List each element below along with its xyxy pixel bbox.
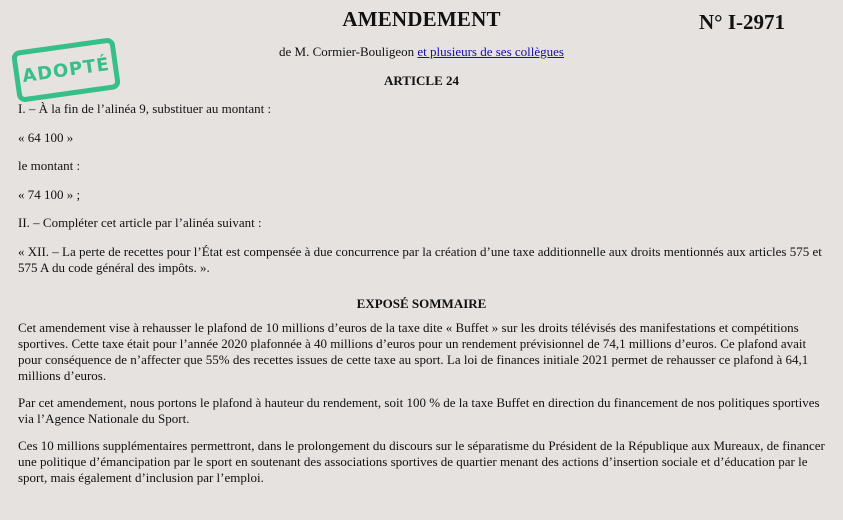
article-paragraph-4: « 74 100 » ; <box>18 187 81 202</box>
article-paragraph-5: II. – Compléter cet article par l’alinéa suivant : <box>18 215 262 230</box>
adopted-stamp-label: ADOPTÉ <box>20 53 112 87</box>
article-paragraph-6: « XII. – La perte de recettes pour l’État est compensée à due concurrence par la création d’une taxe additionnelle aux droits mentionnés aux articles 575 et 575 A du code général des impôts. ». <box>18 244 822 275</box>
amendment-title: AMENDEMENT <box>342 7 501 31</box>
amendment-number: N° I-2971 <box>699 10 785 34</box>
expose-title: EXPOSÉ SOMMAIRE <box>356 296 487 311</box>
article-paragraph-2: « 64 100 » <box>18 130 74 145</box>
expose-paragraph-2: Par cet amendement, nous portons le plafond à hauteur du rendement, soit 100 % de la taxe Buffet en direction du financement de nos politiques sportives via l’Agence Nationale du Sport. <box>18 395 820 426</box>
article-paragraph-3: le montant : <box>18 158 81 173</box>
authors-line <box>0 44 843 60</box>
article-title: ARTICLE 24 <box>383 73 460 88</box>
expose-paragraph-1: Cet amendement vise à rehausser le plafond de 10 millions d’euros de la taxe dite « Buffet » sur les droits télévisés des manifestations et compétitions sportives. Cette taxe était pour l’année 2020 plafonnée à 40 millions d’euros pour un rendement prévisionnel de 74,1 millions d’euros. Ce plafond avait pour conséquence de n’affecter que 55% des recettes issues de cette taxe au sport. La loi de finances initiale 2021 permet de rehausser ce plafond à 64,1 millions d’euros. <box>18 320 809 383</box>
authors-prefix: de M. Cormier-Bouligeon <box>279 44 418 59</box>
co-authors-link[interactable]: et plusieurs de ses collègues <box>417 44 564 59</box>
article-paragraph-1: I. – À la fin de l’alinéa 9, substituer au montant : <box>18 101 272 116</box>
expose-paragraph-3: Ces 10 millions supplémentaires permettront, dans le prolongement du discours sur le séparatisme du Président de la République aux Mureaux, de financer une politique d’émancipation par le sport en soutenant des associations sportives de quartier menant des actions d’insertion sociale et d’éducation par le sport, mais également d’inclusion par l’emploi. <box>18 438 825 485</box>
